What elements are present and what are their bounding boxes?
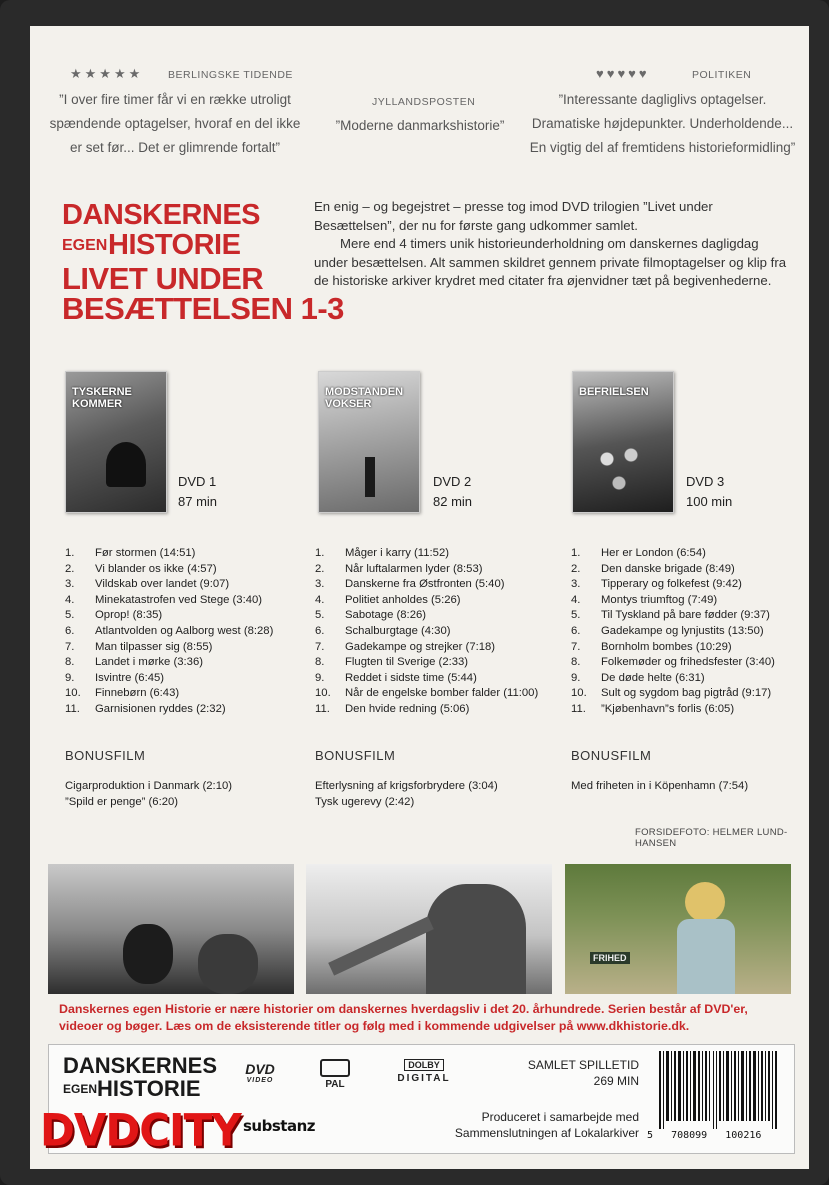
list-item: 4. Minekatastrofen ved Stege (3:40): [65, 593, 263, 606]
review-quote-politiken: ”Interessante dagliglivs optagelser. Dramatiske højdepunkter. Underholdende... En vigtig del af fremtidens historieformidling”: [529, 92, 796, 155]
dvd1-bonus-list: [65, 779, 232, 810]
photo-crowd: [48, 864, 294, 994]
title-livet-under: LIVET UNDER: [62, 261, 264, 296]
review-source-berlingske: BERLINGSKE TIDENDE: [168, 69, 293, 81]
list-item: 4. Montys triumftog (7:49): [571, 593, 718, 606]
list-item: Cigarproduktion i Danmark (2:10): [65, 780, 233, 792]
list-item: 9. Isvintre (6:45): [65, 671, 165, 684]
dvd2-label: DVD 2 82 min: [433, 474, 473, 509]
list-item: 7. Gadekampe og strejker (7:18): [315, 640, 496, 653]
list-item: 11. Garnisionen ryddes (2:32): [65, 702, 226, 715]
list-item: 9. De døde helte (6:31): [571, 671, 705, 684]
list-item: 1. Før stormen (14:51): [65, 547, 196, 559]
dvd2-bonus-list: [315, 779, 498, 810]
list-item: 7. Man tilpasser sig (8:55): [65, 640, 213, 653]
review-quote-berlingske: ”I over fire timer får vi en række utroligt spændende optagelser, hvoraf en del ikke er set før... Det er glimrende fortalt”: [49, 92, 301, 155]
barcode-bars: [647, 1051, 787, 1129]
star-rating-berlingske: [70, 66, 143, 82]
list-item: 6. Schalburgtage (4:30): [315, 624, 451, 637]
back-cover-sheet: [30, 26, 809, 1169]
list-item: 5. Oprop! (8:35): [65, 609, 163, 622]
producer-logo: substanz: [243, 1117, 315, 1135]
dvd3-label: DVD 3 100 min: [686, 474, 733, 509]
review-source-politiken: POLITIKEN: [692, 69, 752, 81]
review-quote-jyllandsposten: ”Moderne danmarkshistorie”: [335, 118, 505, 133]
pal-icon: PAL: [315, 1059, 355, 1089]
list-item: 5. Til Tyskland på bare fødder (9:37): [571, 609, 770, 622]
list-item: 7. Bornholm bombes (10:29): [571, 640, 732, 653]
photo-liberation: [565, 864, 791, 994]
dolby-digital-icon: DOLBY DIGITAL: [397, 1060, 451, 1084]
promo-text: Danskernes egen Historie er nære historier om danskernes hverdagsliv i det 20. århundrede. Serien består af DVD'er, videoer og bøger. Læs om de eksisterende titler og følg med i kommende udgivelser på www.dkhistorie.dk.: [59, 1002, 748, 1033]
dvd2-cover: MODSTANDEN VOKSER: [318, 371, 420, 513]
barcode: [647, 1051, 787, 1141]
list-item: 8. Flugten til Sverige (2:33): [315, 656, 469, 669]
dvd3-bonus-heading: BONUSFILM: [571, 748, 652, 763]
photo-sign: FRIHED: [590, 952, 630, 964]
title-besaettelsen: BESÆTTELSEN 1-3: [62, 291, 344, 326]
star-icon: ★★★★★: [70, 66, 144, 81]
list-item: 1. Måger i karry (11:52): [315, 547, 450, 559]
dvd1-chapter-list: [65, 546, 273, 718]
list-item: 2. Den danske brigade (8:49): [571, 562, 735, 575]
list-item: 3. Danskerne fra Østfronten (5:40): [315, 578, 505, 591]
list-item: 3. Tipperary og folkefest (9:42): [571, 578, 742, 591]
dvd1-cover: TYSKERNE KOMMER: [65, 371, 167, 513]
series-logo-historie: HISTORIE: [97, 1076, 201, 1101]
photo-salute: [306, 864, 552, 994]
list-item: 6. Atlantvolden og Aalborg west (8:28): [65, 624, 274, 637]
dvd1-label: DVD 1 87 min: [178, 474, 218, 509]
list-item: 9. Reddet i sidste time (5:44): [315, 671, 477, 684]
list-item: Efterlysning af krigsforbrydere (3:04): [315, 780, 498, 792]
list-item: 11. Den hvide redning (5:06): [315, 702, 470, 715]
photo-credit: FORSIDEFOTO: HELMER LUND-HANSEN: [635, 827, 788, 849]
dvd3-chapter-list: [571, 546, 775, 718]
dvd2-chapter-list: [315, 546, 538, 718]
list-item: 8. Folkemøder og frihedsfester (3:40): [571, 656, 775, 669]
dvd3-cover: BEFRIELSEN: [572, 371, 674, 513]
title-danskernes: DANSKERNES: [62, 199, 261, 231]
produced-by-text: Produceret i samarbejde med Sammenslutningen af Lokalarkiver: [454, 1110, 639, 1140]
list-item: ”Spild er penge” (6:20): [65, 795, 179, 808]
heart-icon: ♥♥♥♥♥: [596, 66, 650, 81]
dvd-video-icon: DVD VIDEO: [245, 1061, 275, 1084]
list-item: 2. Når luftalarmen lyder (8:53): [315, 562, 483, 575]
series-logo-line1: DANSKERNES: [63, 1053, 218, 1078]
list-item: 10. Finnebørn (6:43): [65, 687, 180, 700]
dvd2-bonus-heading: BONUSFILM: [315, 748, 396, 763]
list-item: 11. ”Kjøbenhavn”s forlis (6:05): [571, 702, 735, 715]
list-item: 10. Når de engelske bomber falder (11:00): [315, 687, 539, 700]
list-item: Tysk ugerevy (2:42): [315, 795, 415, 808]
series-logo-egen: EGEN: [63, 1082, 98, 1096]
title-egen: EGEN: [62, 237, 108, 254]
list-item: 10. Sult og sygdom bag pigtråd (9:17): [571, 687, 772, 700]
list-item: 1. Her er London (6:54): [571, 547, 706, 559]
list-item: 3. Vildskab over landet (9:07): [65, 578, 230, 591]
dvdcity-watermark: DVDCITY: [40, 1104, 241, 1157]
list-item: 4. Politiet anholdes (5:26): [315, 593, 461, 606]
runtime-block: SAMLET SPILLETID 269 MIN: [527, 1058, 639, 1088]
barcode-digits: 5 708099 100216: [647, 1130, 762, 1141]
intro-text: En enig – og begejstret – presse tog imod DVD trilogien ”Livet under Besættelsen”, der nu for første gang udkommer samlet. Mere end 4 timers unik historieunderholdning om danskernes dagligdag under besættelsen. Alt sammen skildret gennem private filmoptagelser og klip fra de historiske arkiver krydret med citater fra øjenvidner tæt på begivenhederne.: [314, 199, 787, 288]
list-item: Med friheten in i Köpenhamn (7:54): [571, 780, 749, 792]
list-item: 6. Gadekampe og lynjustits (13:50): [571, 624, 764, 637]
review-source-jyllandsposten: JYLLANDSPOSTEN: [372, 96, 476, 108]
heart-rating-politiken: [596, 66, 650, 81]
title-historie: HISTORIE: [108, 229, 241, 261]
list-item: 5. Sabotage (8:26): [315, 609, 427, 622]
dvd3-bonus-list: [571, 779, 748, 795]
dvd1-bonus-heading: BONUSFILM: [65, 748, 146, 763]
list-item: 8. Landet i mørke (3:36): [65, 656, 203, 669]
list-item: 2. Vi blander os ikke (4:57): [65, 562, 217, 575]
